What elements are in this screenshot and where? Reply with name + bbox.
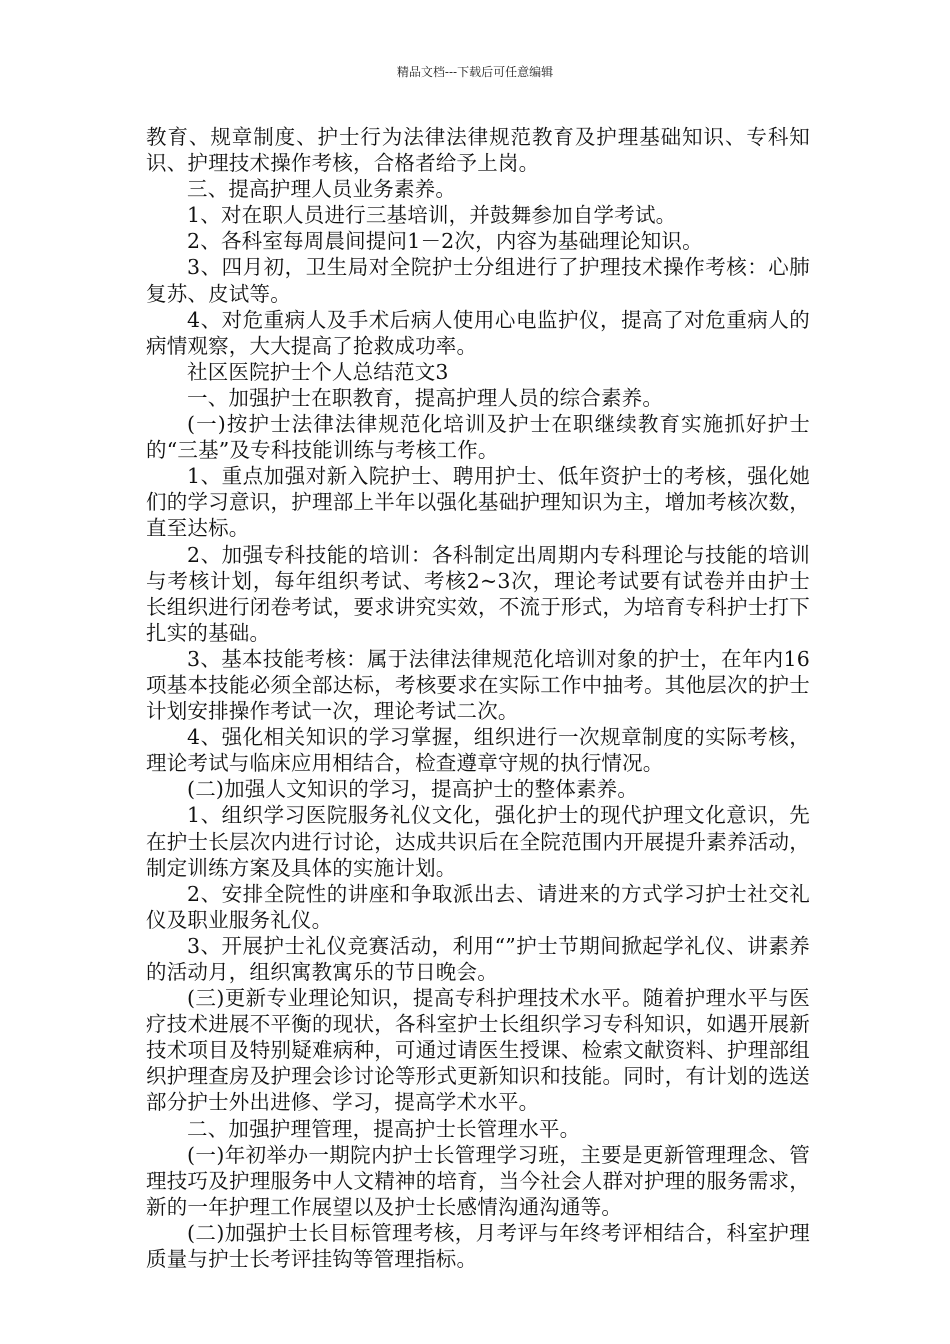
article-title: 社区医院护士个人总结范文3 bbox=[187, 359, 449, 384]
subsection-paragraph: (一)年初举办一期院内护士长管理学习班，主要是更新管理理念、管理技巧及护理服务中人文精神的培育，当今社会人群对护理的服务需求，新的一年护理工作展望以及护士长感情沟通沟通等。 bbox=[146, 1142, 810, 1219]
section-heading: 二、加强护理管理，提高护士长管理水平。 bbox=[187, 1116, 581, 1141]
section-heading: 三、提高护理人员业务素养。 bbox=[187, 177, 457, 202]
section-heading: 一、加强护士在职教育，提高护理人员的综合素养。 bbox=[187, 385, 664, 410]
paragraph: 1、重点加强对新入院护士、聘用护士、低年资护士的考核，强化她们的学习意识，护理部上半年以强化基础护理知识为主，增加考核次数，直至达标。 bbox=[146, 464, 810, 541]
subsection-paragraph: (二)加强人文知识的学习，提高护士的整体素养。 bbox=[187, 777, 639, 802]
paragraph: 教育、规章制度、护士行为法律法律规范教育及护理基础知识、专科知识、护理技术操作考核，合格者给予上岗。 bbox=[146, 125, 810, 176]
paragraph: 3、开展护士礼仪竞赛活动，利用“”护士节期间掀起学礼仪、讲素养的活动月，组织寓教寓乐的节日晚会。 bbox=[146, 933, 810, 984]
paragraph: 1、组织学习医院服务礼仪文化，强化护士的现代护理文化意识，先在护士长层次内进行讨论，达成共识后在全院范围内开展提升素养活动，制定训练方案及具体的实施计划。 bbox=[146, 803, 810, 880]
paragraph: 2、各科室每周晨间提问1－2次，内容为基础理论知识。 bbox=[187, 229, 703, 254]
subsection-paragraph: (二)加强护士长目标管理考核，月考评与年终考评相结合，科室护理质量与护士长考评挂钩等管理指标。 bbox=[146, 1220, 810, 1272]
page-header: 精品文档---下载后可任意编辑 bbox=[396, 65, 554, 79]
subsection-paragraph: (三)更新专业理论知识，提高专科护理技术水平。随着护理水平与医疗技术进展不平衡的现状，各科室护士长组织学习专科知识，如遇开展新技术项目及特别疑难病种，可通过请医生授课、检索文献资料、护理部组织护理查房及护理会诊讨论等形式更新知识和技能。同时，有计划的选送部分护士外出进修、学习，提高学术水平。 bbox=[146, 986, 810, 1115]
paragraph: 2、加强专科技能的培训：各科制定出周期内专科理论与技能的培训与考核计划，每年组织考试、考核2~3次，理论考试要有试卷并由护士长组织进行闭卷考试，要求讲究实效，不流于形式，为培育专科护士打下扎实的基础。 bbox=[146, 542, 810, 645]
paragraph: 1、对在职人员进行三基培训，并鼓舞参加自学考试。 bbox=[187, 203, 677, 228]
paragraph: 4、对危重病人及手术后病人使用心电监护仪，提高了对危重病人的病情观察，大大提高了抢救成功率。 bbox=[146, 307, 810, 358]
paragraph: 4、强化相关知识的学习掌握，组织进行一次规章制度的实际考核，理论考试与临床应用相结合，检查遵章守规的执行情况。 bbox=[146, 725, 810, 776]
paragraph: 2、安排全院性的讲座和争取派出去、请进来的方式学习护士社交礼仪及职业服务礼仪。 bbox=[146, 881, 810, 932]
paragraph: 3、四月初，卫生局对全院护士分组进行了护理技术操作考核：心肺复苏、皮试等。 bbox=[146, 255, 810, 306]
document-body bbox=[146, 124, 810, 1272]
paragraph: 3、基本技能考核：属于法律法律规范化培训对象的护士，在年内16项基本技能必须全部达标，考核要求在实际工作中抽考。其他层次的护士计划安排操作考试一次，理论考试二次。 bbox=[146, 646, 810, 724]
subsection-paragraph: (一)按护士法律法律规范化培训及护士在职继续教育实施抓好护士的“三基”及专科技能训练与考核工作。 bbox=[146, 412, 810, 463]
